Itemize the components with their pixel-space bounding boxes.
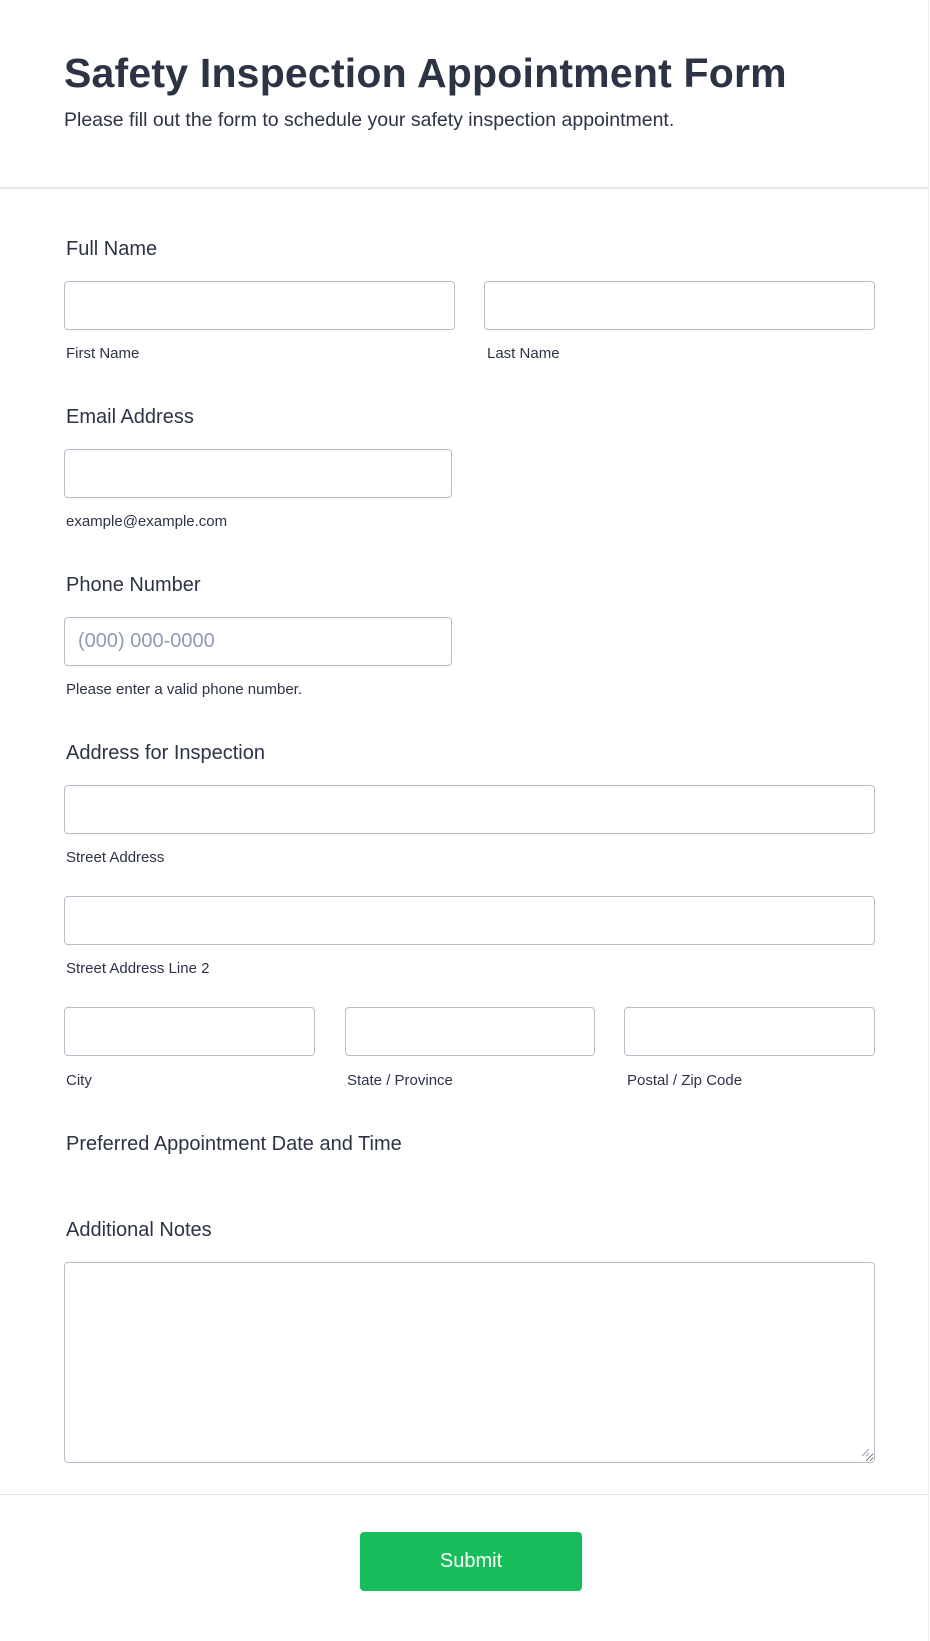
postal-zip-input[interactable] — [624, 1007, 875, 1056]
phone-sublabel: Please enter a valid phone number. — [66, 681, 302, 698]
last-name-sublabel: Last Name — [487, 345, 560, 362]
phone-label: Phone Number — [66, 574, 201, 596]
address-label: Address for Inspection — [66, 742, 265, 764]
page-title: Safety Inspection Appointment Form — [64, 50, 787, 96]
state-province-sublabel: State / Province — [347, 1072, 453, 1089]
postal-zip-sublabel: Postal / Zip Code — [627, 1072, 743, 1089]
first-name-input[interactable] — [64, 281, 455, 330]
street-address-line2-sublabel: Street Address Line 2 — [66, 960, 210, 977]
street-address-line2-input[interactable] — [64, 896, 875, 945]
city-input[interactable] — [64, 1007, 315, 1056]
street-address-input[interactable] — [64, 785, 875, 834]
submit-button[interactable]: Submit — [360, 1532, 582, 1591]
full-name-label: Full Name — [66, 238, 158, 260]
email-label: Email Address — [66, 406, 194, 428]
appointment-datetime-label: Preferred Appointment Date and Time — [66, 1133, 402, 1155]
footer-divider — [0, 1494, 929, 1495]
notes-label: Additional Notes — [66, 1219, 212, 1241]
email-sublabel: example@example.com — [66, 513, 228, 530]
state-province-input[interactable] — [345, 1007, 595, 1056]
form-header — [0, 0, 929, 189]
last-name-input[interactable] — [484, 281, 875, 330]
street-address-sublabel: Street Address — [66, 849, 165, 866]
page-subtitle: Please fill out the form to schedule your safety inspection appointment. — [64, 109, 675, 131]
phone-input[interactable] — [64, 617, 452, 666]
city-sublabel: City — [66, 1072, 92, 1089]
notes-textarea[interactable] — [64, 1262, 875, 1463]
email-input[interactable] — [64, 449, 452, 498]
first-name-sublabel: First Name — [66, 345, 140, 362]
